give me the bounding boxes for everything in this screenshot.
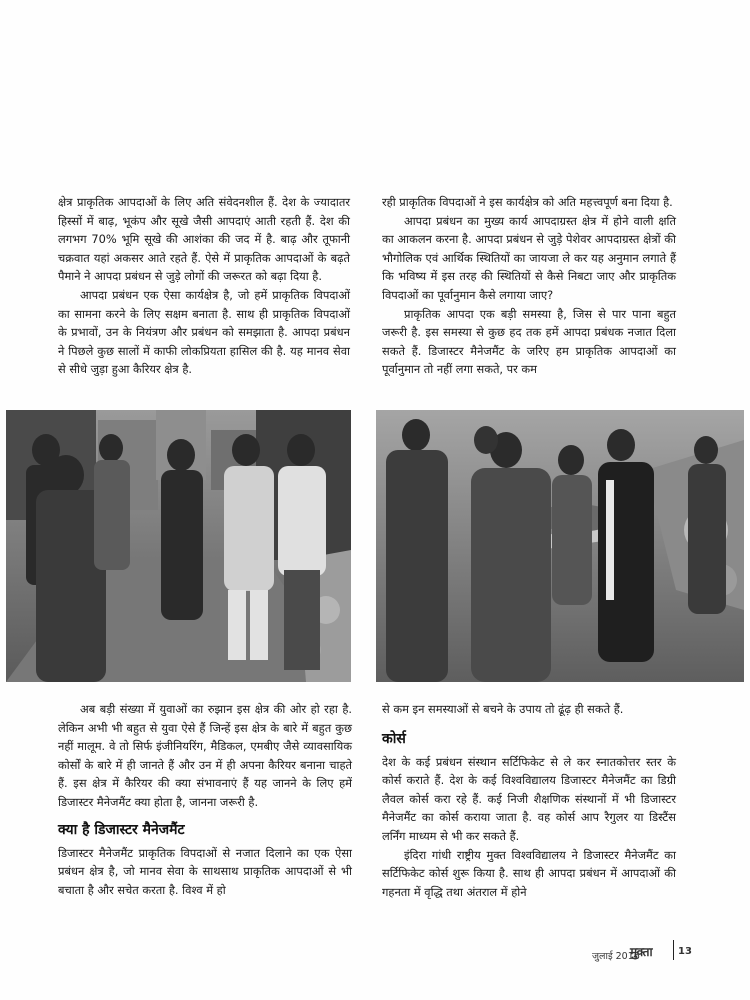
paragraph: क्षेत्र प्राकृतिक आपदाओं के लिए अति संवेदनशील हैं. देश के ज्यादातर हिस्सों में बाढ़, भूकंप और सूखे जैसी आपदाएं आती रहती हैं. देश की लगभग 70% भूमि सूखे की आशंका की जद में है. बाढ़ और तूफानी चक्रवात यहां अकसर आते रहते हैं. ऐसे में प्राकृतिक आपदाओं के बढ़ते पैमाने ने आपदा प्रबंधन से जुड़े लोगों की जरूरत को बढ़ा दिया है. bbox=[58, 195, 350, 284]
magazine-logo: मुक्ता bbox=[630, 945, 653, 959]
section-heading: क्या है डिजास्टर मैनेजमैंट bbox=[58, 821, 185, 838]
article-column-top-left bbox=[58, 193, 350, 379]
footer-divider bbox=[673, 940, 674, 960]
rescue-photo-stretcher bbox=[376, 410, 744, 682]
paragraph: प्राकृतिक आपदा एक बड़ी समस्या है, जिस से पार पाना बहुत जरूरी है. इस समस्या से कुछ हद तक हमें आपदा प्रबंधक नजात दिला सकते हैं. डिजास्टर मैनेजमैंट के जरिए हम प्राकृतिक आपदाओं का पूर्वानुमान तो नहीं लगा सकते, पर कम bbox=[382, 306, 676, 377]
rescue-photo-street bbox=[6, 410, 351, 682]
article-column-bottom-right bbox=[382, 700, 676, 901]
paragraph: से कम इन समस्याओं से बचने के उपाय तो ढूंढ़ ही सकते हैं. bbox=[382, 702, 624, 716]
article-column-bottom-left bbox=[58, 700, 352, 899]
paragraph: देश के कई प्रबंधन संस्थान सर्टिफिकेट से ले कर स्नातकोत्तर स्तर के कोर्स कराते हैं. देश के कई विश्वविद्यालय डिजास्टर मैनेजमैंट का डिग्री लैवल कोर्स करा रहे हैं. कई निजी शैक्षणिक संस्थानों में भी डिजास्टर मैनेजमैंट का कोर्स कराया जाता है. वह कोर्स आप रैगुलर या डिस्टैंस लर्निंग माध्यम से भी कर सकते हैं. bbox=[382, 754, 676, 843]
paragraph: रही प्राकृतिक विपदाओं ने इस कार्यक्षेत्र को अति महत्त्वपूर्ण बना दिया है. bbox=[382, 195, 673, 209]
issue-date: जुलाई 2016 bbox=[592, 951, 640, 962]
section-heading: कोर्स bbox=[382, 730, 406, 747]
paragraph: इंदिरा गांधी राष्ट्रीय मुक्त विश्वविद्यालय ने डिजास्टर मैनेजमैंट का सर्टिफिकेट कोर्स शुरू किया है. साथ ही आपदा प्रबंधन में आपदाओं की गहनता में वृद्धि तथा अंतराल में होने bbox=[382, 847, 676, 899]
paragraph: अब बड़ी संख्या में युवाओं का रुझान इस क्षेत्र की ओर हो रहा है. लेकिन अभी भी बहुत से युवा ऐसे हैं जिन्हें इस क्षेत्र के बारे में बहुत कुछ नहीं मालूम. वे तो सिर्फ इंजीनियरिंग, मैडिकल, एमबीए जैसे व्यावसायिक कोर्सों के बारे में ही जानते हैं और उन में ही अपना कैरियर बनाना चाहते हैं. इस क्षेत्र में कैरियर की क्या संभावनाएं हैं यह जानने के लिए हमें डिजास्टर मैनेजमैंट क्या होता है, जानना जरूरी है. bbox=[58, 702, 352, 809]
paragraph: आपदा प्रबंधन का मुख्य कार्य आपदाग्रस्त क्षेत्र में होने वाली क्षति का आकलन करना है. आपदा प्रबंधन से जुड़े पेशेवर आपदाग्रस्त क्षेत्रों की भौगोलिक एवं आर्थिक स्थितियों का जायजा ले कर यह अनुमान लगाते हैं कि भविष्य में इस तरह की स्थितियों से कैसे निबटा जाए और प्राकृतिक विपदाओं का पूर्वानुमान कैसे लगाया जाए? bbox=[382, 213, 676, 302]
paragraph: डिजास्टर मैनेजमैंट प्राकृतिक विपदाओं से नजात दिलाने का एक ऐसा प्रबंधन क्षेत्र है, जो मानव सेवा के साथसाथ प्राकृतिक आपदाओं से भी बचाता है और सचेत करता है. विश्व में हो bbox=[58, 845, 352, 897]
article-column-top-right bbox=[382, 193, 676, 379]
paragraph: आपदा प्रबंधन एक ऐसा कार्यक्षेत्र है, जो हमें प्राकृतिक विपदाओं का सामना करने के लिए सक्षम बनाता है. साथ ही प्राकृतिक विपदाओं के प्रभावों, उन के नियंत्रण और प्रबंधन को समझाता है. आपदा प्रबंधन ने पिछले कुछ सालों में काफी लोकप्रियता हासिल की है. यह मानव सेवा से सीधे जुड़ा हुआ कैरियर क्षेत्र है. bbox=[58, 287, 350, 377]
page-number: 13 bbox=[678, 946, 692, 957]
